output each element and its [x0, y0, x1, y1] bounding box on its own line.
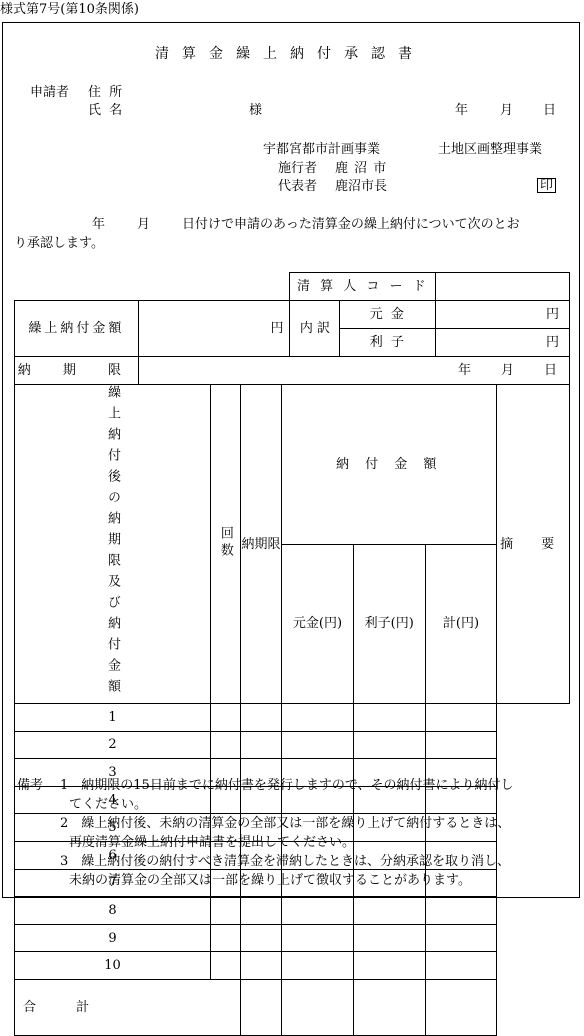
- total-cell[interactable]: [353, 952, 425, 980]
- interest-cell[interactable]: [282, 731, 354, 759]
- body-line-1: 日付けで申請のあった清算金の繰上納付について次のとお: [182, 217, 520, 232]
- interest-value[interactable]: [436, 329, 570, 357]
- date-day-label: 日: [543, 103, 557, 118]
- interest-cell[interactable]: [282, 924, 354, 952]
- principal-cell[interactable]: [240, 952, 281, 980]
- readjustment-label: 土地区画整理事業: [438, 142, 543, 157]
- interest-yen: 円: [545, 335, 559, 350]
- representative-name: 鹿沼市長: [335, 179, 388, 194]
- seal-mark: 印: [537, 178, 556, 193]
- city-plan-label: 宇都宮都市計画事業: [263, 142, 381, 157]
- principal-cell[interactable]: [240, 924, 281, 952]
- installment-row: [15, 924, 570, 952]
- principal-cell[interactable]: [240, 731, 281, 759]
- installment-number: 5: [15, 814, 211, 842]
- summary-table: [14, 272, 570, 385]
- executor-name: 鹿 沼 市: [335, 161, 388, 176]
- due-date-cell[interactable]: [211, 704, 241, 732]
- count-label: 回数: [217, 525, 233, 560]
- installment-number: 1: [15, 704, 211, 732]
- sum-interest[interactable]: [282, 979, 354, 1035]
- installment-number: 9: [15, 924, 211, 952]
- note-1-line-2: てください。: [69, 797, 148, 812]
- remarks-cell[interactable]: [425, 731, 497, 759]
- remarks-cell[interactable]: [425, 704, 497, 732]
- body-year: 年: [92, 217, 106, 232]
- body-line-2: り承認します。: [14, 236, 104, 251]
- deadline-label: 納 期 限: [15, 357, 139, 385]
- deadline-day: 日: [543, 363, 557, 378]
- advance-amount-value[interactable]: [138, 301, 290, 357]
- notes-label: 備考: [17, 778, 44, 793]
- sum-principal[interactable]: [240, 979, 281, 1035]
- summary-blank: [15, 273, 290, 301]
- total-cell[interactable]: [353, 704, 425, 732]
- form-number-label: 様式第7号(第10条関係): [0, 2, 139, 17]
- due-date-cell[interactable]: [211, 924, 241, 952]
- body-month: 月: [137, 217, 151, 232]
- principal-yen: 円: [545, 307, 559, 322]
- executor-label: 施行者: [278, 161, 318, 176]
- date-year-label: 年: [455, 103, 469, 118]
- applicant-role-label: 申請者: [30, 85, 70, 100]
- total-cell[interactable]: [353, 731, 425, 759]
- remarks-cell[interactable]: [425, 952, 497, 980]
- deadline-year: 年: [457, 363, 471, 378]
- document-title: 清算金繰上納付承認書: [155, 46, 425, 62]
- due-date-cell[interactable]: [211, 731, 241, 759]
- principal-label: 元 金: [340, 301, 436, 329]
- advance-amount-yen: 円: [270, 321, 284, 336]
- representative-label: 代表者: [278, 179, 318, 194]
- installment-number: 10: [15, 952, 211, 980]
- principal-yen-header: 元金(円): [282, 544, 354, 704]
- date-month-label: 月: [500, 103, 514, 118]
- note-3-line-1: 3 繰上納付後の納付すべき清算金を滞納したときは、分納承認を取り消し、: [60, 854, 511, 869]
- side-label: 繰上納付後の納期限及び納付金額: [105, 385, 120, 700]
- due-date-cell[interactable]: [211, 952, 241, 980]
- installment-row: [15, 952, 570, 980]
- honorific-label: 様: [249, 103, 263, 118]
- installment-number: 2: [15, 731, 211, 759]
- breakdown-label: 内 訳: [290, 301, 340, 357]
- advance-amount-label: 繰上納付金額: [15, 301, 139, 357]
- installment-number: 8: [15, 897, 211, 925]
- installment-row: [15, 704, 570, 732]
- interest-cell[interactable]: [282, 952, 354, 980]
- address-label: 住 所: [88, 85, 125, 100]
- settler-code-value[interactable]: [436, 273, 570, 301]
- note-3-line-2: 未納の清算金の全部又は一部を繰り上げて徴収することがあります。: [69, 873, 471, 888]
- interest-label: 利 子: [340, 329, 436, 357]
- settler-code-label: 清 算 人 コ ー ド: [290, 273, 436, 301]
- principal-value[interactable]: [436, 301, 570, 329]
- note-2-line-2: 再度清算金繰上納付申請書を提出してください。: [69, 835, 356, 850]
- total-cell[interactable]: [353, 924, 425, 952]
- installment-number: 4: [15, 786, 211, 814]
- principal-cell[interactable]: [240, 704, 281, 732]
- installment-number: 3: [15, 759, 211, 787]
- count-label-cell: [211, 385, 241, 704]
- note-2-line-1: 2 繰上納付後、未納の清算金の全部又は一部を繰り上げて納付するときは、: [60, 816, 511, 831]
- sum-total[interactable]: [353, 979, 425, 1035]
- side-label-cell: [15, 385, 211, 704]
- interest-yen-header: 利子(円): [353, 544, 425, 704]
- deadline-value[interactable]: [138, 357, 569, 385]
- sum-label: 合 計: [15, 979, 241, 1035]
- interest-cell[interactable]: [282, 704, 354, 732]
- payment-amount-label: 納 付 金 額: [282, 385, 497, 545]
- name-label: 氏 名: [88, 103, 125, 118]
- installment-number: 7: [15, 869, 211, 897]
- remarks-cell[interactable]: [425, 924, 497, 952]
- installment-table: [14, 384, 570, 1036]
- deadline-month: 月: [500, 363, 514, 378]
- sum-remarks[interactable]: [425, 979, 497, 1035]
- due-date-label: 納期限: [240, 385, 281, 704]
- note-1-line-1: 1 納期限の15日前までに納付書を発行しますので、その納付書により納付し: [60, 778, 514, 793]
- total-yen-header: 計(円): [425, 544, 497, 704]
- installment-row: [15, 731, 570, 759]
- installment-number: 6: [15, 841, 211, 869]
- remarks-label: 摘 要: [497, 385, 570, 704]
